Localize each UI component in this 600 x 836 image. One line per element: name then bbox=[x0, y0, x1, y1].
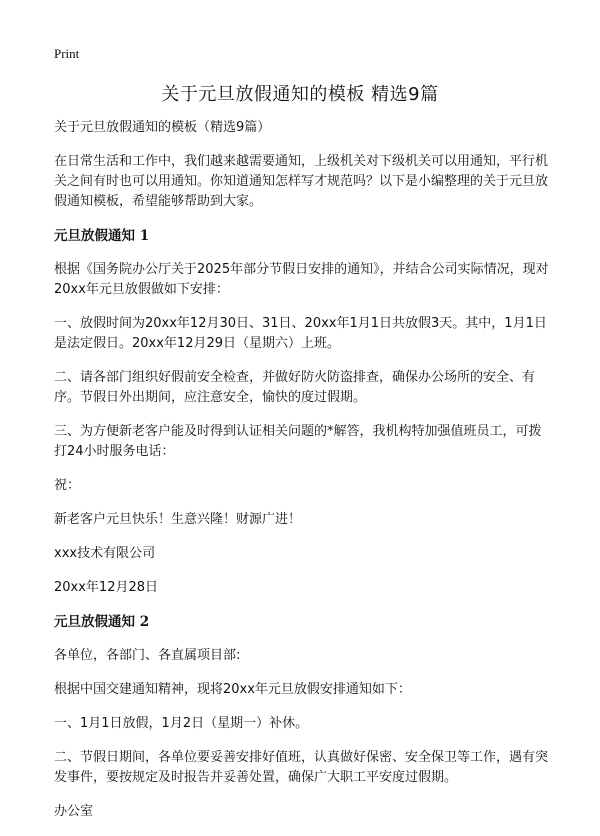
section-heading-1: 元旦放假通知 1 bbox=[54, 228, 150, 244]
section1-date: 20xx年12月28日 bbox=[54, 580, 159, 595]
section1-paragraph-2: 一、放假时间为20xx年12月30日、31日、20xx年1月1日共放假3天。其中，1月1日是法定假日。20xx年12月29日（星期六）上班。 bbox=[54, 316, 547, 351]
section2-paragraph-4: 二、节假日期间，各单位要妥善安排好值班，认真做好保密、安全保卫等工作，遇有突发事件，要按规定及时报告并妥善处置，确保广大职工平安度过假期。 bbox=[54, 750, 549, 785]
section1-company: xxx技术有限公司 bbox=[54, 546, 156, 561]
intro-paragraph: 在日常生活和工作中，我们越来越需要通知，上级机关对下级机关可以用通知，平行机关之间有时也可以用通知。你知道通知怎样写才规范吗？以下是小编整理的关于元旦放假通知模板，希望能够帮助到大家。 bbox=[54, 154, 549, 209]
document-body bbox=[54, 118, 550, 836]
page-title: 关于元旦放假通知的模板 精选9篇 bbox=[161, 84, 439, 105]
section1-paragraph-1: 根据《国务院办公厅关于2025年部分节假日安排的通知》，并结合公司实际情况，现对20xx年元旦放假做如下安排： bbox=[54, 262, 549, 297]
section2-paragraph-1: 各单位，各部门、各直属项目部: bbox=[54, 648, 241, 663]
section2-office: 办公室 bbox=[54, 804, 94, 819]
section1-paragraph-3: 二、请各部门组织好假前安全检查，并做好防火防盗排查，确保办公场所的安全、有序。节假日外出期间，应注意安全，愉快的度过假期。 bbox=[54, 370, 536, 405]
section1-paragraph-6: 新老客户元旦快乐！生意兴隆！财源广进！ bbox=[54, 512, 302, 527]
document-subtitle: 关于元旦放假通知的模板（精选9篇） bbox=[54, 120, 271, 135]
section1-paragraph-5: 祝： bbox=[54, 478, 81, 493]
section1-paragraph-4: 三、为方便新老客户能及时得到认证相关问题的*解答，我机构特加强值班员工，可拨打24小时服务电话： bbox=[54, 424, 542, 459]
section2-paragraph-3: 一、1月1日放假，1月2日（星期一）补休。 bbox=[54, 716, 309, 731]
print-link[interactable]: Print bbox=[54, 46, 80, 61]
section-heading-2: 元旦放假通知 2 bbox=[54, 614, 150, 630]
section2-paragraph-2: 根据中国交建通知精神，现将20xx年元旦放假安排通知如下： bbox=[54, 682, 411, 697]
